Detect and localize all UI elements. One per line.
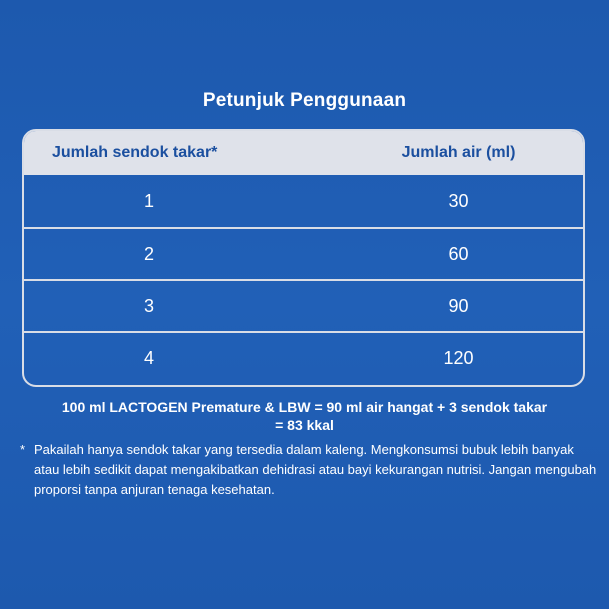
table-header xyxy=(24,131,583,175)
formula-line-1: 100 ml LACTOGEN Premature & LBW = 90 ml air hangat + 3 sendok takar xyxy=(61,399,548,415)
cell-water: 30 xyxy=(448,190,469,211)
header-water: Jumlah air (ml) xyxy=(401,144,516,161)
cell-water: 90 xyxy=(448,295,469,316)
dosage-table xyxy=(22,129,585,387)
footnote-marker: * xyxy=(20,442,26,457)
table-row xyxy=(24,331,583,383)
cell-scoops: 4 xyxy=(143,347,154,368)
header-scoops: Jumlah sendok takar* xyxy=(52,144,218,161)
table-row xyxy=(24,227,583,279)
cell-water: 120 xyxy=(443,347,474,368)
cell-water: 60 xyxy=(448,243,469,264)
page-title: Petunjuk Penggunaan xyxy=(202,90,407,111)
cell-scoops: 1 xyxy=(143,190,154,211)
formula-line-2: = 83 kkal xyxy=(275,417,334,433)
table-row xyxy=(24,175,583,227)
formula-text xyxy=(0,398,609,434)
cell-scoops: 2 xyxy=(143,243,154,264)
cell-scoops: 3 xyxy=(143,295,154,316)
table-row xyxy=(24,279,583,331)
footnote xyxy=(20,440,598,500)
table-body xyxy=(24,175,583,383)
footnote-text: Pakailah hanya sendok takar yang tersedia dalam kaleng. Mengkonsumsi bubuk lebih banyak atau lebih sedikit dapat mengakibatkan dehidrasi atau bayi kekurangan nutrisi. Jangan mengubah proporsi tanpa anjuran tenaga kesehatan. xyxy=(34,442,597,497)
